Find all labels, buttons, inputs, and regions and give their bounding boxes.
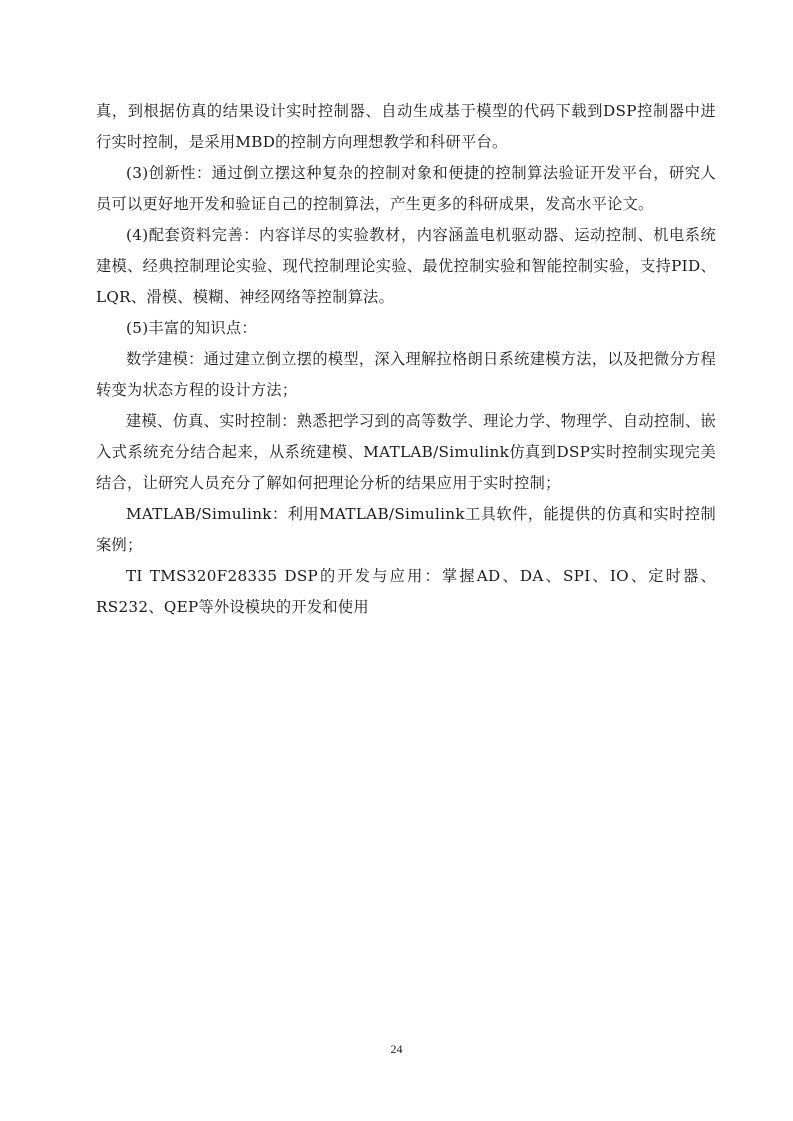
- paragraph-math-modeling: 数学建模：通过建立倒立摆的模型，深入理解拉格朗日系统建模方法，以及把微分方程转变为状态方程的设计方法；: [96, 350, 716, 399]
- body-text: [96, 96, 716, 623]
- paragraph-dsp: TI TMS320F28335 DSP的开发与应用：掌握AD、DA、SPI、IO、定时器、RS232、QEP等外设模块的开发和使用: [96, 567, 716, 616]
- paragraph-matlab: MATLAB/Simulink：利用MATLAB/Simulink工具软件，能提供的仿真和实时控制案例；: [96, 505, 716, 554]
- paragraph-knowledge-heading: (5)丰富的知识点：: [126, 319, 257, 337]
- paragraph-continuation: 真，到根据仿真的结果设计实时控制器、自动生成基于模型的代码下载到DSP控制器中进行实时控制，是采用MBD的控制方向理想教学和科研平台。: [96, 102, 716, 151]
- page-number: 24: [390, 1042, 403, 1056]
- paragraph-realtime-control: 建模、仿真、实时控制：熟悉把学习到的高等数学、理论力学、物理学、自动控制、嵌入式系统充分结合起来，从系统建模、MATLAB/Simulink仿真到DSP实时控制实现完美结合，让研究人员充分了解如何把理论分析的结果应用于实时控制；: [96, 412, 716, 492]
- paragraph-materials: (4)配套资料完善：内容详尽的实验教材，内容涵盖电机驱动器、运动控制、机电系统建模、经典控制理论实验、现代控制理论实验、最优控制实验和智能控制实验，支持PID、LQR、滑模、模糊、神经网络等控制算法。: [96, 226, 716, 306]
- paragraph-innovation: (3)创新性：通过倒立摆这种复杂的控制对象和便捷的控制算法验证开发平台，研究人员可以更好地开发和验证自己的控制算法，产生更多的科研成果，发高水平论文。: [96, 164, 716, 213]
